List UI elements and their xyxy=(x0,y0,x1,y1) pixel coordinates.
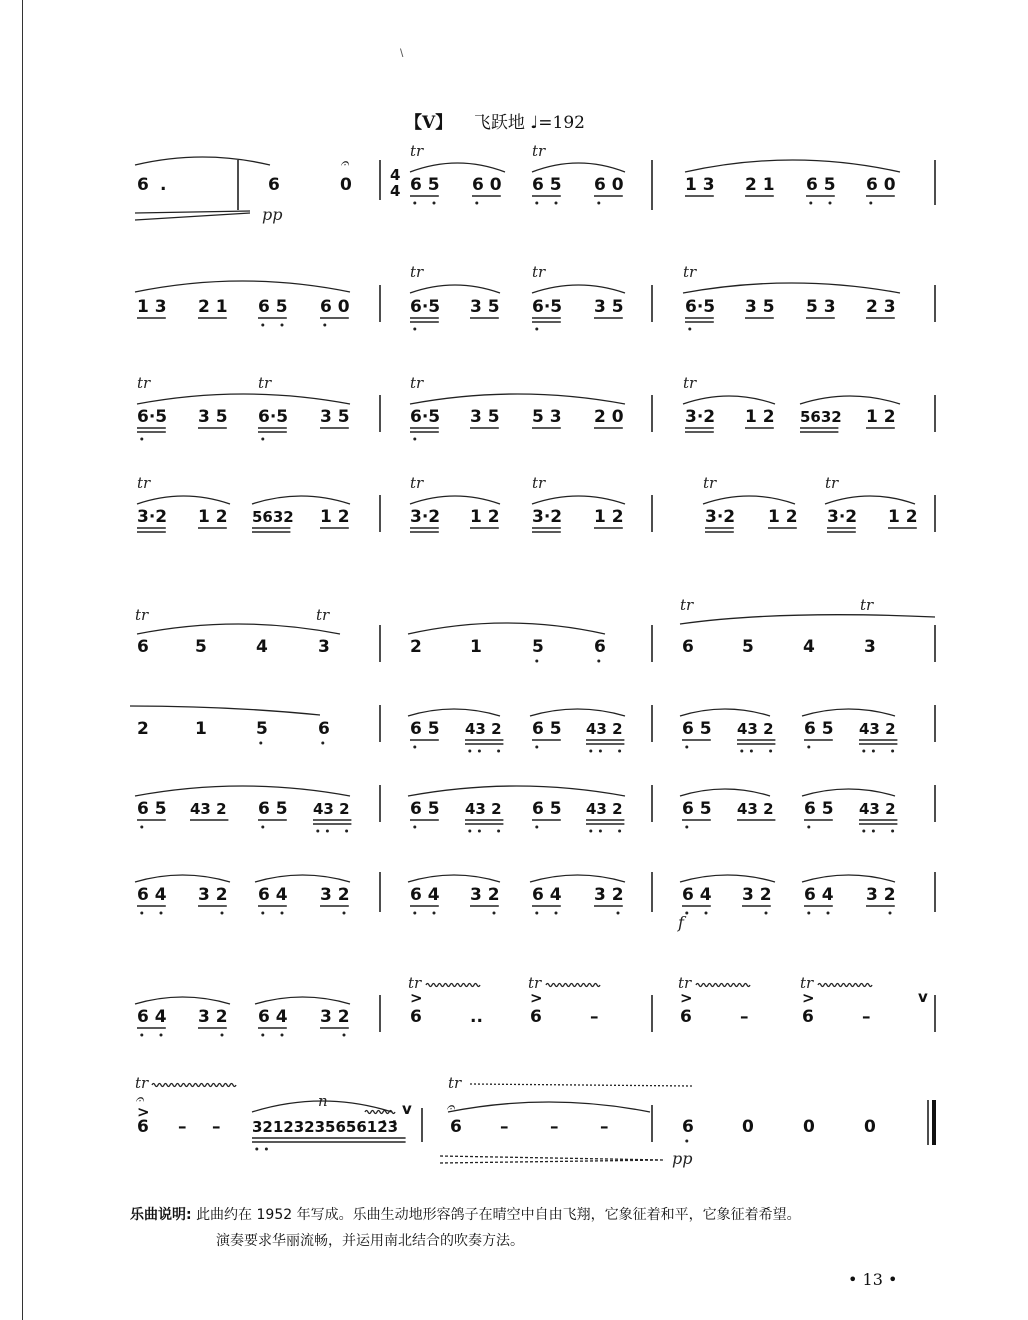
octave-dot xyxy=(705,912,708,915)
octave-dot xyxy=(555,912,558,915)
octave-dot xyxy=(827,912,830,915)
trill-mark: tr xyxy=(316,606,330,624)
trill-mark: tr xyxy=(800,974,814,992)
slur xyxy=(410,163,505,172)
trill-mark: tr xyxy=(532,142,546,160)
octave-dot xyxy=(535,826,538,829)
note: 3 2 xyxy=(594,885,624,905)
trill-extension xyxy=(470,1084,692,1086)
octave-dot xyxy=(555,202,558,205)
trill-mark: tr xyxy=(683,374,697,392)
note: 1 2 xyxy=(866,407,896,427)
fermata-mark: 𝄐 xyxy=(340,154,349,172)
octave-dot xyxy=(326,830,329,833)
note: 6 5 xyxy=(410,799,440,819)
octave-dot xyxy=(345,830,348,833)
footer-note xyxy=(130,1202,990,1254)
trill-mark: tr xyxy=(137,374,151,392)
note: 6 xyxy=(682,637,694,657)
note: 6·5 xyxy=(685,297,716,317)
trill-mark: tr xyxy=(410,142,424,160)
slur xyxy=(800,396,900,404)
octave-dot xyxy=(535,202,538,205)
accent-mark: > xyxy=(530,989,543,1007)
note: 2 0 xyxy=(594,407,624,427)
octave-dot xyxy=(862,830,865,833)
slur xyxy=(135,786,350,796)
note: 6 5 xyxy=(682,719,712,739)
accent-mark: > xyxy=(410,989,423,1007)
slur xyxy=(680,615,935,624)
note: 6 xyxy=(137,637,149,657)
slur xyxy=(448,1102,650,1112)
note: 6 5 xyxy=(410,175,440,195)
note: 3 xyxy=(318,637,330,657)
slur xyxy=(530,709,625,716)
decrescendo-hairpin xyxy=(135,211,250,220)
note: – xyxy=(590,1007,599,1027)
note: 4 xyxy=(803,637,815,657)
octave-dot xyxy=(343,912,346,915)
note: 6 xyxy=(450,1117,462,1137)
octave-dot xyxy=(862,750,865,753)
octave-dot xyxy=(497,750,500,753)
breath-mark: v xyxy=(918,988,928,1006)
note: 3 xyxy=(864,637,876,657)
octave-dot xyxy=(140,1034,143,1037)
note: 3·2 xyxy=(410,507,441,527)
slur xyxy=(410,394,625,404)
trill-mark: tr xyxy=(532,474,546,492)
octave-dot xyxy=(872,750,875,753)
note: 2 1 xyxy=(198,297,228,317)
octave-dot xyxy=(221,1034,224,1037)
note: .. xyxy=(470,1007,483,1027)
note: 4 xyxy=(256,637,268,657)
slur xyxy=(802,875,895,882)
note: 6 0 xyxy=(320,297,350,317)
slur xyxy=(683,396,775,404)
note: 6·5 xyxy=(532,297,563,317)
octave-dot xyxy=(688,328,691,331)
octave-dot xyxy=(433,202,436,205)
octave-dot xyxy=(765,912,768,915)
note: – xyxy=(212,1117,221,1137)
note: 6 xyxy=(682,1117,694,1137)
slur xyxy=(135,875,230,882)
slur xyxy=(532,163,625,172)
note: 1 2 xyxy=(320,507,350,527)
note: 2 3 xyxy=(866,297,896,317)
octave-dot xyxy=(685,826,688,829)
octave-dot xyxy=(807,912,810,915)
note: 6 5 xyxy=(682,799,712,819)
octave-dot xyxy=(140,438,143,441)
note: 6 5 xyxy=(532,175,562,195)
note: 3212323565612̇3̇ xyxy=(252,1118,399,1136)
trill-mark: tr xyxy=(703,474,717,492)
octave-dot xyxy=(475,202,478,205)
octave-dot xyxy=(807,746,810,749)
note: 2 1 xyxy=(745,175,775,195)
trill-mark: tr xyxy=(410,474,424,492)
note: 43 2 xyxy=(190,800,227,818)
octave-dot xyxy=(685,912,688,915)
slur xyxy=(410,285,500,293)
note: 6 5 xyxy=(410,719,440,739)
note: 3 5 xyxy=(198,407,228,427)
note: 6 5 xyxy=(258,799,288,819)
octave-dot xyxy=(281,324,284,327)
breath-mark: v xyxy=(402,1100,412,1118)
footer-label: 乐曲说明: xyxy=(130,1207,192,1223)
note: 3 2 xyxy=(470,885,500,905)
trill-mark: tr xyxy=(678,974,692,992)
trill-mark: tr xyxy=(680,596,694,614)
trill-wave xyxy=(546,984,600,987)
octave-dot xyxy=(478,750,481,753)
octave-dot xyxy=(891,830,894,833)
note: 6 xyxy=(680,1007,692,1027)
trill-mark: tr xyxy=(448,1074,462,1092)
note: 5 xyxy=(256,719,268,739)
octave-dot xyxy=(597,202,600,205)
note: 1 3 xyxy=(137,297,167,317)
octave-dot xyxy=(433,912,436,915)
slur xyxy=(680,709,770,716)
octave-dot xyxy=(281,1034,284,1037)
note: 5 xyxy=(742,637,754,657)
note: 43 2 xyxy=(465,800,502,818)
trill-mark: tr xyxy=(137,474,151,492)
note: 5 xyxy=(195,637,207,657)
trill-mark: tr xyxy=(410,263,424,281)
note: 43 2 xyxy=(859,720,896,738)
section-number: 【V】 xyxy=(405,113,453,133)
slur xyxy=(130,706,320,715)
note: 6·5 xyxy=(258,407,289,427)
dynamic-pianissimo: pp xyxy=(262,205,283,224)
note: . xyxy=(160,175,167,195)
slur xyxy=(137,496,230,504)
octave-dot xyxy=(589,830,592,833)
page-number: • 13 • xyxy=(848,1270,898,1289)
slur xyxy=(135,997,230,1004)
note: 43 2 xyxy=(313,800,350,818)
note: 6·5 xyxy=(137,407,168,427)
note: 43 2 xyxy=(465,720,502,738)
octave-dot xyxy=(323,324,326,327)
slur xyxy=(802,709,895,716)
note: 6 xyxy=(530,1007,542,1027)
footer-line-1: 此曲约在 1952 年写成。乐曲生动地形容鸽子在晴空中自由飞翔，它象征着和平，它象征着希望。 xyxy=(196,1207,801,1223)
octave-dot xyxy=(265,1148,268,1151)
note: 6 4 xyxy=(682,885,712,905)
octave-dot xyxy=(750,750,753,753)
octave-dot xyxy=(413,202,416,205)
octave-dot xyxy=(535,746,538,749)
note: 0 xyxy=(742,1117,754,1137)
note: 3 2 xyxy=(320,885,350,905)
note: – xyxy=(178,1117,187,1137)
note: 6 xyxy=(137,175,149,195)
slur xyxy=(252,496,350,504)
note: 6 5 xyxy=(804,799,834,819)
trill-mark: tr xyxy=(410,374,424,392)
slur xyxy=(802,789,895,796)
note: 6 0 xyxy=(866,175,896,195)
accent-mark: > xyxy=(680,989,693,1007)
slur xyxy=(680,789,770,796)
note: 2 xyxy=(137,719,149,739)
octave-dot xyxy=(261,438,264,441)
note: 43 2 xyxy=(586,720,623,738)
octave-dot xyxy=(535,912,538,915)
time-signature-bottom: 4 xyxy=(390,182,401,200)
octave-dot xyxy=(535,328,538,331)
trill-wave xyxy=(696,984,750,987)
dynamic-forte: f xyxy=(678,913,684,932)
octave-dot xyxy=(685,746,688,749)
octave-dot xyxy=(468,750,471,753)
slur xyxy=(255,997,350,1004)
note: 3 5 xyxy=(320,407,350,427)
note: 5632 xyxy=(252,508,294,526)
slur xyxy=(703,496,795,504)
trill-wave xyxy=(426,984,480,987)
slur xyxy=(680,875,775,882)
note: 3 5 xyxy=(594,297,624,317)
mordent-mark: n xyxy=(318,1092,328,1110)
slur xyxy=(408,786,625,796)
note: 5 xyxy=(532,637,544,657)
octave-dot xyxy=(261,826,264,829)
note: 3 2 xyxy=(198,1007,228,1027)
note: 6 4 xyxy=(137,1007,167,1027)
octave-dot xyxy=(685,1140,688,1143)
slur xyxy=(530,875,625,882)
note: 0 xyxy=(340,175,352,195)
fermata-mark: 𝄐 xyxy=(446,1098,455,1116)
note: 6 0 xyxy=(594,175,624,195)
octave-dot xyxy=(493,912,496,915)
note: 6 4 xyxy=(532,885,562,905)
trill-mark: tr xyxy=(528,974,542,992)
octave-dot xyxy=(261,1034,264,1037)
note: 3·2 xyxy=(705,507,736,527)
note: – xyxy=(550,1117,559,1137)
octave-dot xyxy=(140,826,143,829)
note: 43 2 xyxy=(586,800,623,818)
note: 1 2 xyxy=(198,507,228,527)
slur xyxy=(408,709,500,716)
fermata-mark: 𝄐 xyxy=(135,1090,144,1108)
note: 0 xyxy=(864,1117,876,1137)
note: 6 4 xyxy=(410,885,440,905)
octave-dot xyxy=(160,1034,163,1037)
note: 3·2 xyxy=(532,507,563,527)
note: 6 5 xyxy=(258,297,288,317)
note: 6 xyxy=(802,1007,814,1027)
note: 6 xyxy=(318,719,330,739)
note: 43 2 xyxy=(737,720,774,738)
octave-dot xyxy=(343,1034,346,1037)
note: 3 5 xyxy=(745,297,775,317)
note: 1 2 xyxy=(470,507,500,527)
octave-dot xyxy=(618,830,621,833)
octave-dot xyxy=(261,324,264,327)
note: – xyxy=(600,1117,609,1137)
note: – xyxy=(740,1007,749,1027)
octave-dot xyxy=(259,742,262,745)
trill-wave xyxy=(152,1084,236,1087)
note: 5 3 xyxy=(532,407,562,427)
trill-wave xyxy=(818,984,872,987)
footer-line-2: 演奏要求华丽流畅，并运用南北结合的吹奏方法。 xyxy=(216,1233,524,1249)
note: 6 5 xyxy=(137,799,167,819)
note: 6 5 xyxy=(804,719,834,739)
octave-dot xyxy=(140,912,143,915)
note: 6 xyxy=(594,637,606,657)
octave-dot xyxy=(413,438,416,441)
note: 6 0 xyxy=(472,175,502,195)
octave-dot xyxy=(497,830,500,833)
octave-dot xyxy=(891,750,894,753)
trill-mark: tr xyxy=(683,263,697,281)
octave-dot xyxy=(618,750,621,753)
octave-dot xyxy=(769,750,772,753)
note: 2 xyxy=(410,637,422,657)
note: 3·2 xyxy=(137,507,168,527)
slur xyxy=(532,496,625,504)
octave-dot xyxy=(413,826,416,829)
note: 43 2 xyxy=(737,800,774,818)
note: – xyxy=(862,1007,871,1027)
slur xyxy=(825,496,915,504)
slur xyxy=(137,624,340,634)
note: 5 3 xyxy=(806,297,836,317)
note: 6 xyxy=(137,1117,149,1137)
note: 3 2 xyxy=(198,885,228,905)
note: 6 4 xyxy=(804,885,834,905)
note: 3·2 xyxy=(685,407,716,427)
note: 3 5 xyxy=(470,297,500,317)
octave-dot xyxy=(413,328,416,331)
note: 3 2 xyxy=(742,885,772,905)
note: 6 5 xyxy=(806,175,836,195)
note: 3 2 xyxy=(866,885,896,905)
octave-dot xyxy=(321,742,324,745)
tempo-value: ♩=192 xyxy=(530,113,585,133)
note: 0 xyxy=(803,1117,815,1137)
octave-dot xyxy=(889,912,892,915)
note: 1 2 xyxy=(888,507,918,527)
accent-mark: > xyxy=(802,989,815,1007)
note: 6 4 xyxy=(258,885,288,905)
octave-dot xyxy=(255,1148,258,1151)
slur xyxy=(135,157,270,165)
trill-mark: tr xyxy=(135,1074,149,1092)
octave-dot xyxy=(589,750,592,753)
octave-dot xyxy=(740,750,743,753)
octave-dot xyxy=(468,830,471,833)
note: 3 5 xyxy=(470,407,500,427)
accent-mark: > xyxy=(137,1103,150,1121)
stray-mark: \ xyxy=(400,46,404,60)
octave-dot xyxy=(872,830,875,833)
slur xyxy=(255,875,350,882)
slur xyxy=(532,285,625,293)
trill-mark: tr xyxy=(825,474,839,492)
note: 1 2 xyxy=(594,507,624,527)
note: 3·2 xyxy=(827,507,858,527)
octave-dot xyxy=(599,830,602,833)
tempo-marking: 飞跃地 xyxy=(473,113,525,133)
slur xyxy=(408,875,500,882)
note: 1 3 xyxy=(685,175,715,195)
octave-dot xyxy=(316,830,319,833)
note: 6 5 xyxy=(532,799,562,819)
octave-dot xyxy=(809,202,812,205)
trill-mark: tr xyxy=(258,374,272,392)
octave-dot xyxy=(599,750,602,753)
note: 6 5 xyxy=(532,719,562,739)
note: 6 xyxy=(410,1007,422,1027)
slur xyxy=(685,160,900,172)
octave-dot xyxy=(261,912,264,915)
note: 6 4 xyxy=(258,1007,288,1027)
octave-dot xyxy=(617,912,620,915)
note: 1 2 xyxy=(745,407,775,427)
octave-dot xyxy=(535,660,538,663)
note: 1 xyxy=(470,637,482,657)
dynamic-pianissimo: pp xyxy=(672,1149,693,1168)
trill-mark: tr xyxy=(860,596,874,614)
octave-dot xyxy=(413,746,416,749)
octave-dot xyxy=(160,912,163,915)
time-signature-top: 4 xyxy=(390,166,401,184)
note: – xyxy=(500,1117,509,1137)
note: 43 2 xyxy=(859,800,896,818)
trill-mark: tr xyxy=(135,606,149,624)
decrescendo-hairpin xyxy=(440,1156,665,1163)
note: 6·5 xyxy=(410,297,441,317)
slur xyxy=(410,496,500,504)
note: 3 2 xyxy=(320,1007,350,1027)
slur xyxy=(135,281,350,292)
slur xyxy=(137,394,350,404)
note: 1 xyxy=(195,719,207,739)
octave-dot xyxy=(478,830,481,833)
trill-mark: tr xyxy=(408,974,422,992)
trill-mark: tr xyxy=(532,263,546,281)
note: 6·5 xyxy=(410,407,441,427)
octave-dot xyxy=(869,202,872,205)
octave-dot xyxy=(221,912,224,915)
octave-dot xyxy=(597,660,600,663)
note: 6 xyxy=(268,175,280,195)
slur xyxy=(683,283,900,293)
octave-dot xyxy=(829,202,832,205)
note: 6 4 xyxy=(137,885,167,905)
octave-dot xyxy=(807,826,810,829)
octave-dot xyxy=(413,912,416,915)
note: 5632 xyxy=(800,408,842,426)
slur xyxy=(408,623,605,634)
note: 1 2 xyxy=(768,507,798,527)
octave-dot xyxy=(281,912,284,915)
